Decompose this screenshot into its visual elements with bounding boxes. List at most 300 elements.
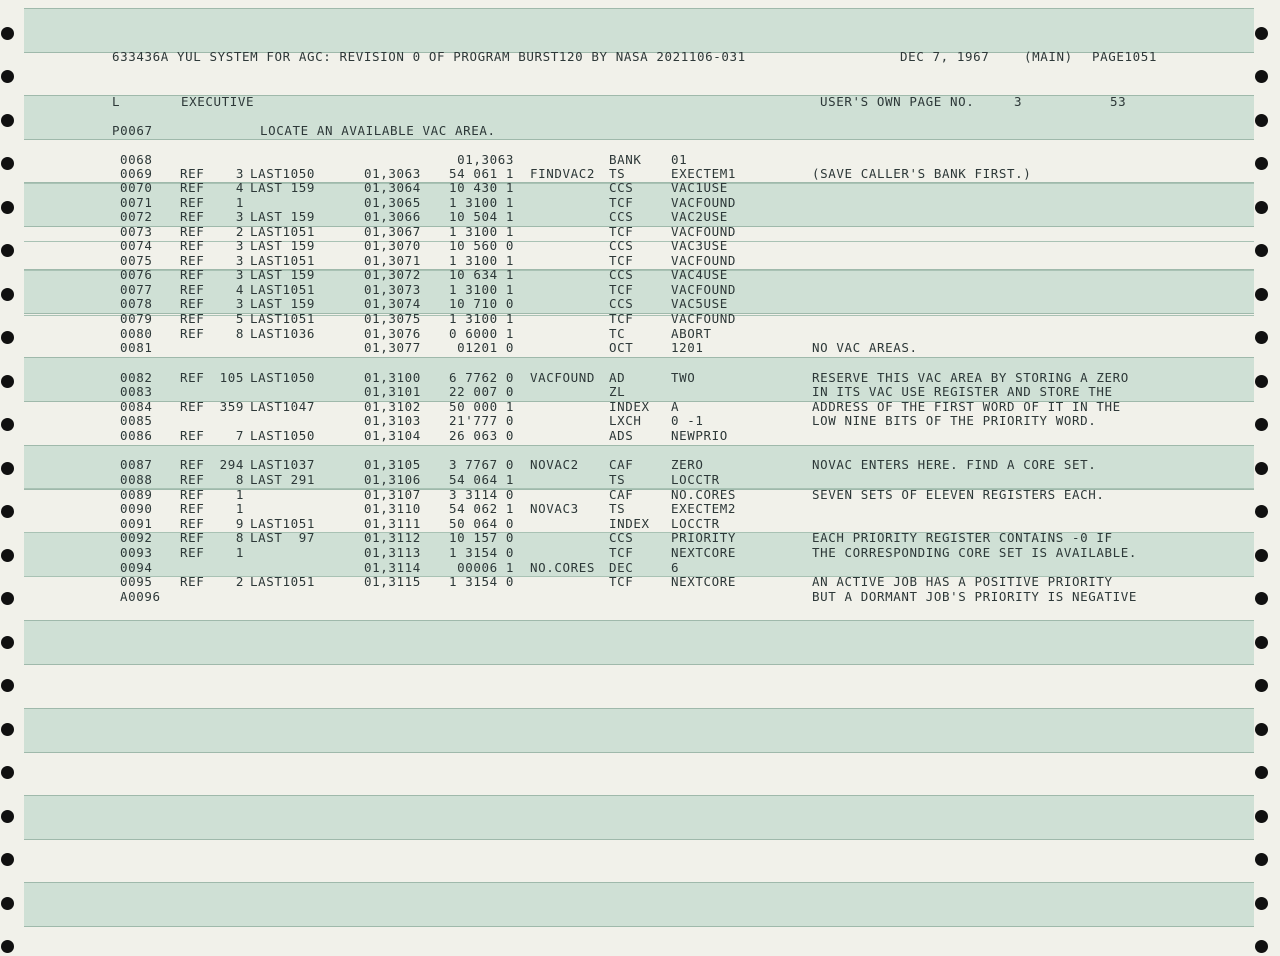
opcode: OCT	[609, 340, 634, 355]
ref-page: LAST1050	[250, 166, 316, 181]
tractor-hole	[1, 157, 14, 170]
ref-count: 8	[235, 472, 244, 487]
ref-keyword: REF	[180, 296, 205, 311]
listing-row	[24, 400, 1254, 414]
operand: ABORT	[671, 326, 712, 341]
ref-keyword: REF	[180, 267, 205, 282]
operand: 1201	[671, 340, 704, 355]
address: 01,3101	[364, 384, 421, 399]
line-number: 0086	[120, 428, 153, 443]
comment: NOVAC ENTERS HERE. FIND A CORE SET.	[812, 457, 1097, 472]
octal-code: 00006 1	[457, 560, 514, 575]
line-number: 0069	[120, 166, 153, 181]
ref-count: 7	[235, 428, 244, 443]
tractor-hole	[1, 810, 14, 823]
operand: VACFOUND	[671, 253, 737, 268]
tractor-hole	[1255, 288, 1268, 301]
line-number: 0090	[120, 501, 153, 516]
operand: NO.CORES	[671, 487, 737, 502]
line-number: 0074	[120, 238, 153, 253]
address: 01,3107	[364, 487, 421, 502]
line-number: 0094	[120, 560, 153, 575]
ref-page: LAST1051	[250, 516, 316, 531]
octal-code: 10 560 0	[448, 238, 514, 253]
ref-keyword: REF	[180, 428, 205, 443]
operand: VAC5USE	[671, 296, 728, 311]
operand: 01	[671, 152, 688, 167]
operand: PRIORITY	[671, 530, 737, 545]
symbol-label: NOVAC2	[530, 457, 579, 472]
operand: ZERO	[671, 457, 704, 472]
opcode: CCS	[609, 180, 634, 195]
comment: SEVEN SETS OF ELEVEN REGISTERS EACH.	[812, 487, 1105, 502]
ref-page: LAST1047	[250, 399, 316, 414]
ref-page: LAST1051	[250, 311, 316, 326]
ref-count: 3	[235, 209, 244, 224]
ref-keyword: REF	[180, 224, 205, 239]
symbol-label: VACFOUND	[530, 370, 596, 385]
ref-count: 9	[235, 516, 244, 531]
line-number: 0071	[120, 195, 153, 210]
opcode: CAF	[609, 487, 634, 502]
left-tractor-holes	[0, 0, 24, 956]
address: 01,3074	[364, 296, 421, 311]
ref-keyword: REF	[180, 545, 205, 560]
ref-page: LAST1037	[250, 457, 316, 472]
operand: NEWPRIO	[671, 428, 728, 443]
tractor-hole	[1, 244, 14, 257]
operand: NEXTCORE	[671, 574, 737, 589]
ref-keyword: REF	[180, 166, 205, 181]
tractor-hole	[1255, 592, 1268, 605]
tractor-hole	[1255, 549, 1268, 562]
tractor-hole	[1, 766, 14, 779]
address: 01,3100	[364, 370, 421, 385]
operand: VAC1USE	[671, 180, 728, 195]
address: 01,3066	[364, 209, 421, 224]
operand: VACFOUND	[671, 311, 737, 326]
operand: EXECTEM2	[671, 501, 737, 516]
tractor-hole	[1, 418, 14, 431]
line-number: 0091	[120, 516, 153, 531]
tractor-hole	[1, 592, 14, 605]
line-number: 0068	[120, 152, 153, 167]
comment: AN ACTIVE JOB HAS A POSITIVE PRIORITY	[812, 574, 1113, 589]
octal-code: 50 000 1	[448, 399, 514, 414]
tractor-hole	[1255, 723, 1268, 736]
ref-keyword: REF	[180, 209, 205, 224]
ref-count: 2	[235, 224, 244, 239]
green-bar	[24, 882, 1254, 927]
listing-row	[24, 254, 1254, 268]
page-title: LOCATE AN AVAILABLE VAC AREA.	[260, 123, 496, 138]
log-label: L	[112, 94, 121, 109]
line-number: 0088	[120, 472, 153, 487]
tractor-hole	[1255, 766, 1268, 779]
line-number: 0070	[120, 180, 153, 195]
opcode: LXCH	[609, 413, 642, 428]
ref-keyword: REF	[180, 501, 205, 516]
octal-code: 10 634 1	[448, 267, 514, 282]
ref-keyword: REF	[180, 326, 205, 341]
listing-row	[24, 429, 1254, 443]
tractor-hole	[1255, 810, 1268, 823]
ref-count: 2	[235, 574, 244, 589]
address: 01,3072	[364, 267, 421, 282]
tractor-hole	[1, 27, 14, 40]
octal-code: 26 063 0	[448, 428, 514, 443]
line-number: 0083	[120, 384, 153, 399]
ref-keyword: REF	[180, 574, 205, 589]
tractor-hole	[1, 679, 14, 692]
tractor-hole	[1, 940, 14, 953]
tractor-hole	[1, 375, 14, 388]
line-number: 0093	[120, 545, 153, 560]
ref-page: LAST 159	[250, 180, 316, 195]
operand: VAC2USE	[671, 209, 728, 224]
opcode: TS	[609, 472, 626, 487]
line-number: 0078	[120, 296, 153, 311]
address: 01,3115	[364, 574, 421, 589]
octal-code: 1 3100 1	[448, 195, 514, 210]
ref-count: 8	[235, 530, 244, 545]
listing-row	[24, 371, 1254, 385]
opcode: TCF	[609, 545, 634, 560]
tractor-hole	[1, 114, 14, 127]
comment: THE CORRESPONDING CORE SET IS AVAILABLE.	[812, 545, 1138, 560]
octal-code: 1 3100 1	[448, 253, 514, 268]
address: 01,3065	[364, 195, 421, 210]
address: 01,3111	[364, 516, 421, 531]
ref-keyword: REF	[180, 487, 205, 502]
octal-code: 22 007 0	[448, 384, 514, 399]
octal-code: 0 6000 1	[448, 326, 514, 341]
line-number: 0072	[120, 209, 153, 224]
tractor-hole	[1255, 375, 1268, 388]
opcode: TCF	[609, 311, 634, 326]
listing-row	[24, 196, 1254, 210]
opcode: TCF	[609, 195, 634, 210]
comment: IN ITS VAC USE REGISTER AND STORE THE	[812, 384, 1113, 399]
opcode: TS	[609, 501, 626, 516]
ref-page: LAST 159	[250, 209, 316, 224]
tractor-hole	[1255, 157, 1268, 170]
tractor-hole	[1255, 505, 1268, 518]
ref-keyword: REF	[180, 472, 205, 487]
octal-code: 10 710 0	[448, 296, 514, 311]
green-bar	[24, 620, 1254, 665]
ref-count: 1	[235, 501, 244, 516]
listing-row	[24, 531, 1254, 545]
listing-title: 633436A YUL SYSTEM FOR AGC: REVISION 0 OF PROGRAM BURST120 BY NASA 2021106-031	[112, 49, 746, 64]
address: 01,3075	[364, 311, 421, 326]
line-number: A0096	[120, 589, 161, 604]
line-number: 0079	[120, 311, 153, 326]
tractor-hole	[1255, 940, 1268, 953]
address: 01,3112	[364, 530, 421, 545]
tractor-hole	[1255, 853, 1268, 866]
listing-row	[24, 327, 1254, 341]
octal-code: 01,3063	[457, 152, 514, 167]
opcode: CCS	[609, 530, 634, 545]
octal-code: 10 430 1	[448, 180, 514, 195]
address: 01,3106	[364, 472, 421, 487]
user-page-label: USER'S OWN PAGE NO.	[820, 94, 975, 109]
ref-page: LAST1051	[250, 282, 316, 297]
address: 01,3067	[364, 224, 421, 239]
ref-count: 8	[235, 326, 244, 341]
ref-page: LAST1051	[250, 574, 316, 589]
user-page-number: 3	[1014, 94, 1023, 109]
listing-row	[24, 167, 1254, 181]
opcode: INDEX	[609, 516, 650, 531]
tractor-hole	[1255, 331, 1268, 344]
ref-count: 5	[235, 311, 244, 326]
ref-keyword: REF	[180, 180, 205, 195]
listing-row	[24, 153, 1254, 167]
octal-code: 3 7767 0	[448, 457, 514, 472]
ref-count: 359	[219, 399, 244, 414]
ref-page: LAST 159	[250, 267, 316, 282]
page-title-code: P0067	[112, 123, 153, 138]
operand: VACFOUND	[671, 282, 737, 297]
line-number: 0092	[120, 530, 153, 545]
opcode: TCF	[609, 224, 634, 239]
listing-row	[24, 341, 1254, 355]
opcode: ZL	[609, 384, 626, 399]
ref-count: 105	[219, 370, 244, 385]
comment: NO VAC AREAS.	[812, 340, 918, 355]
ref-keyword: REF	[180, 238, 205, 253]
tractor-hole	[1, 549, 14, 562]
green-bar	[24, 708, 1254, 753]
listing-row	[24, 561, 1254, 575]
ref-page: LAST 159	[250, 238, 316, 253]
ref-page: LAST1050	[250, 370, 316, 385]
opcode: ADS	[609, 428, 634, 443]
tractor-hole	[1255, 897, 1268, 910]
line-number: 0077	[120, 282, 153, 297]
address: 01,3102	[364, 399, 421, 414]
ref-page: LAST1051	[250, 253, 316, 268]
address: 01,3103	[364, 413, 421, 428]
listing-row	[24, 546, 1254, 560]
tractor-hole	[1255, 27, 1268, 40]
printout-sheet	[24, 0, 1254, 956]
tractor-hole	[1255, 418, 1268, 431]
ref-count: 4	[235, 282, 244, 297]
ref-count: 1	[235, 487, 244, 502]
tractor-hole	[1, 70, 14, 83]
address: 01,3064	[364, 180, 421, 195]
operand: NEXTCORE	[671, 545, 737, 560]
operand: TWO	[671, 370, 696, 385]
operand: LOCCTR	[671, 472, 720, 487]
ref-count: 4	[235, 180, 244, 195]
line-number: 0084	[120, 399, 153, 414]
tractor-hole	[1, 723, 14, 736]
tractor-hole	[1255, 679, 1268, 692]
ref-keyword: REF	[180, 282, 205, 297]
symbol-label: NOVAC3	[530, 501, 579, 516]
ref-count: 3	[235, 166, 244, 181]
line-number: 0076	[120, 267, 153, 282]
address: 01,3105	[364, 457, 421, 472]
listing-page: PAGE1051	[1092, 49, 1158, 64]
log-section: EXECUTIVE	[181, 94, 255, 109]
listing-row	[24, 297, 1254, 311]
octal-code: 54 062 1	[448, 501, 514, 516]
opcode: TC	[609, 326, 626, 341]
ref-keyword: REF	[180, 530, 205, 545]
line-number: 0089	[120, 487, 153, 502]
listing-row	[24, 312, 1254, 326]
line-number: 0080	[120, 326, 153, 341]
ref-keyword: REF	[180, 253, 205, 268]
listing-row	[24, 502, 1254, 516]
address: 01,3110	[364, 501, 421, 516]
operand: A	[671, 399, 680, 414]
listing-row	[24, 210, 1254, 224]
tractor-hole	[1255, 636, 1268, 649]
comment: LOW NINE BITS OF THE PRIORITY WORD.	[812, 413, 1097, 428]
operand: EXECTEM1	[671, 166, 737, 181]
ref-page: LAST1051	[250, 224, 316, 239]
tractor-hole	[1, 462, 14, 475]
comment: ADDRESS OF THE FIRST WORD OF IT IN THE	[812, 399, 1121, 414]
line-number: 0073	[120, 224, 153, 239]
operand: 6	[671, 560, 680, 575]
ref-keyword: REF	[180, 370, 205, 385]
tractor-hole	[1, 853, 14, 866]
ref-page: LAST 159	[250, 296, 316, 311]
octal-code: 54 064 1	[448, 472, 514, 487]
ref-count: 1	[235, 195, 244, 210]
address: 01,3073	[364, 282, 421, 297]
octal-code: 6 7762 0	[448, 370, 514, 385]
ref-keyword: REF	[180, 457, 205, 472]
operand: 0 -1	[671, 413, 704, 428]
listing-row	[24, 283, 1254, 297]
comment: (SAVE CALLER'S BANK FIRST.)	[812, 166, 1032, 181]
listing-row	[24, 239, 1254, 253]
listing-row	[24, 590, 1254, 604]
ref-page: LAST1036	[250, 326, 316, 341]
tractor-hole	[1, 201, 14, 214]
ref-keyword: REF	[180, 399, 205, 414]
opcode: AD	[609, 370, 626, 385]
operand: VAC3USE	[671, 238, 728, 253]
address: 01,3077	[364, 340, 421, 355]
opcode: DEC	[609, 560, 634, 575]
octal-code: 10 157 0	[448, 530, 514, 545]
address: 01,3114	[364, 560, 421, 575]
tractor-hole	[1, 288, 14, 301]
green-bar	[24, 795, 1254, 840]
listing-section: (MAIN)	[1024, 49, 1073, 64]
listing-row	[24, 385, 1254, 399]
opcode: CAF	[609, 457, 634, 472]
octal-code: 50 064 0	[448, 516, 514, 531]
octal-code: 01201 0	[457, 340, 514, 355]
listing-row	[24, 488, 1254, 502]
tractor-hole	[1, 331, 14, 344]
opcode: TCF	[609, 574, 634, 589]
ref-count: 3	[235, 238, 244, 253]
ref-count: 294	[219, 457, 244, 472]
line-number: 0085	[120, 413, 153, 428]
address: 01,3076	[364, 326, 421, 341]
ref-page: LAST 291	[250, 472, 316, 487]
page-code: 53	[1110, 94, 1127, 109]
opcode: BANK	[609, 152, 642, 167]
line-number: 0075	[120, 253, 153, 268]
tractor-hole	[1255, 462, 1268, 475]
opcode: TCF	[609, 282, 634, 297]
line-number: 0087	[120, 457, 153, 472]
tractor-hole	[1, 897, 14, 910]
address: 01,3063	[364, 166, 421, 181]
right-tractor-holes	[1254, 0, 1278, 956]
operand: LOCCTR	[671, 516, 720, 531]
listing-row	[24, 268, 1254, 282]
listing-row	[24, 181, 1254, 195]
ref-keyword: REF	[180, 516, 205, 531]
ref-page: LAST 97	[250, 530, 316, 545]
listing-row	[24, 225, 1254, 239]
ref-count: 3	[235, 267, 244, 282]
opcode: TS	[609, 166, 626, 181]
opcode: CCS	[609, 209, 634, 224]
tractor-hole	[1255, 244, 1268, 257]
operand: VAC4USE	[671, 267, 728, 282]
ref-count: 3	[235, 253, 244, 268]
line-number: 0082	[120, 370, 153, 385]
octal-code: 1 3154 0	[448, 574, 514, 589]
octal-code: 1 3154 0	[448, 545, 514, 560]
symbol-label: FINDVAC2	[530, 166, 596, 181]
opcode: CCS	[609, 238, 634, 253]
comment: BUT A DORMANT JOB'S PRIORITY IS NEGATIVE	[812, 589, 1138, 604]
octal-code: 1 3100 1	[448, 282, 514, 297]
tractor-hole	[1, 636, 14, 649]
operand: VACFOUND	[671, 224, 737, 239]
listing-date: DEC 7, 1967	[900, 49, 990, 64]
ref-page: LAST1050	[250, 428, 316, 443]
address: 01,3071	[364, 253, 421, 268]
address: 01,3070	[364, 238, 421, 253]
comment: RESERVE THIS VAC AREA BY STORING A ZERO	[812, 370, 1129, 385]
octal-code: 3 3114 0	[448, 487, 514, 502]
listing-row	[24, 458, 1254, 472]
ref-keyword: REF	[180, 195, 205, 210]
listing-row	[24, 414, 1254, 428]
operand: VACFOUND	[671, 195, 737, 210]
opcode: CCS	[609, 267, 634, 282]
comment: EACH PRIORITY REGISTER CONTAINS -0 IF	[812, 530, 1113, 545]
ref-keyword: REF	[180, 311, 205, 326]
listing-row	[24, 473, 1254, 487]
octal-code: 54 061 1	[448, 166, 514, 181]
octal-code: 1 3100 1	[448, 311, 514, 326]
opcode: INDEX	[609, 399, 650, 414]
tractor-hole	[1255, 114, 1268, 127]
ref-count: 3	[235, 296, 244, 311]
octal-code: 1 3100 1	[448, 224, 514, 239]
line-number: 0081	[120, 340, 153, 355]
ref-count: 1	[235, 545, 244, 560]
octal-code: 21'777 0	[448, 413, 514, 428]
